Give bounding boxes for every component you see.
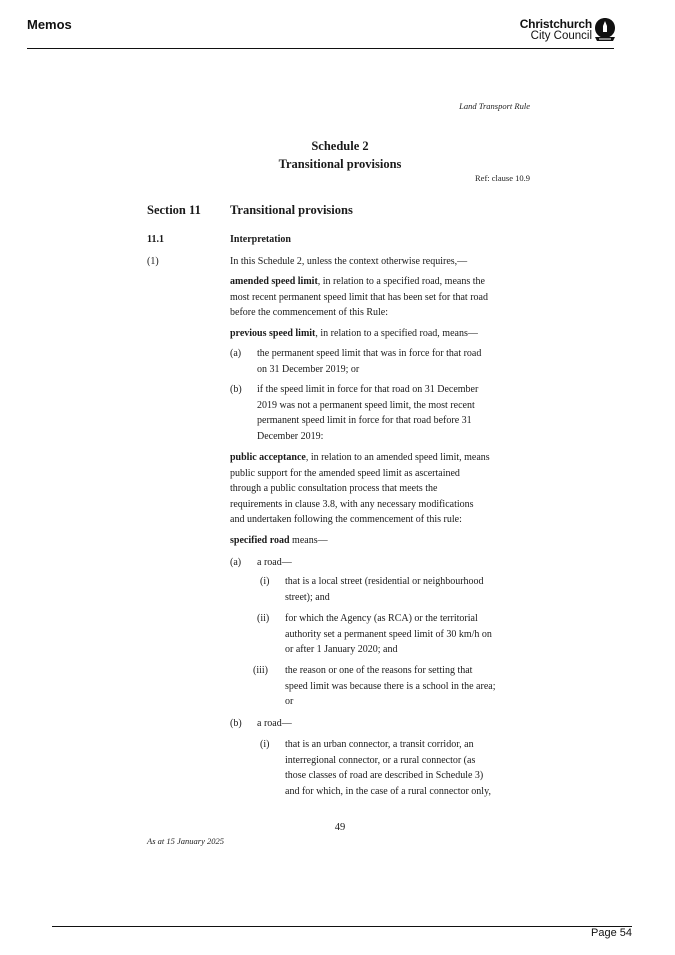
list-item-text: street); and (285, 591, 330, 603)
logo-line2: City Council (530, 30, 592, 42)
definition-public-acceptance (230, 450, 540, 528)
definition-term: public acceptance (230, 452, 306, 463)
council-logo (514, 17, 624, 47)
definition-text: through a public consultation process that meets the (230, 483, 438, 494)
clause-number: 11.1 (147, 234, 164, 245)
schedule-title-block (200, 137, 480, 173)
subitem-label: (i) (260, 576, 270, 587)
item-label: (a) (230, 348, 242, 359)
schedule-title: Schedule 2 (311, 139, 369, 153)
list-item-text: December 2019: (257, 430, 324, 442)
definition-text: public support for the amended speed limit as ascertained (230, 467, 460, 479)
definition-text: , in relation to an amended speed limit, means (305, 452, 490, 463)
definition-amended-speed-limit (230, 274, 540, 321)
list-item-text: authority set a permanent speed limit of 30 km/h on (285, 628, 492, 640)
item-label: (b) (230, 718, 242, 729)
definition-text: before the commencement of this Rule: (230, 307, 389, 318)
list-item-text: for which the Agency (as RCA) or the territorial (285, 613, 478, 624)
definition-text: , in relation to a specified road, means the (317, 276, 485, 287)
item-label: (a) (230, 557, 242, 568)
list-item-text: speed limit was because there is a school in the area; (285, 680, 496, 692)
section-label: Section 11 (147, 203, 201, 217)
section-title: Transitional provisions (230, 203, 353, 217)
list-item-text: or (285, 696, 294, 707)
as-at-date: As at 15 January 2025 (147, 836, 224, 846)
list-item-text: those classes of road are described in Schedule 3) (285, 770, 484, 781)
list-subitem (285, 737, 491, 799)
schedule-subtitle: Transitional provisions (278, 157, 402, 171)
definition-text: most recent permanent speed limit that has been set for that road (230, 291, 488, 303)
list-item-text: that is a local street (residential or neighbourhood (285, 576, 484, 587)
list-item-text: interregional connector, or a rural connector (as (285, 754, 476, 766)
definition-text: means— (289, 535, 328, 546)
list-subitem (285, 611, 492, 658)
definition-text: , in relation to a specified road, means— (315, 328, 478, 339)
list-item (257, 346, 481, 377)
footer-divider (52, 926, 632, 927)
page-label: Page 54 (591, 927, 632, 939)
running-head: Land Transport Rule (459, 101, 530, 111)
list-item-text: that is an urban connector, a transit corridor, an (285, 739, 474, 750)
memos-label: Memos (27, 17, 72, 32)
definition-previous-speed-limit (230, 326, 478, 342)
subitem-label: (ii) (257, 613, 270, 624)
item-label: (b) (230, 384, 242, 395)
definition-text: and undertaken following the commencement of this rule: (230, 514, 462, 525)
definition-term: previous speed limit (230, 328, 316, 339)
list-item-text: permanent speed limit in force for that road before 31 (257, 415, 472, 426)
intro-text: In this Schedule 2, unless the context otherwise requires,— (230, 256, 468, 267)
list-item-text: 2019 was not a permanent speed limit, the most recent (257, 399, 475, 411)
list-item: a road— (257, 718, 292, 729)
definition-term: specified road (230, 535, 290, 546)
list-item-text: the reason or one of the reasons for setting that (285, 665, 473, 676)
list-item-text: or after 1 January 2020; and (285, 644, 398, 655)
clause-reference: Ref: clause 10.9 (475, 173, 530, 183)
cathedral-icon (594, 17, 616, 43)
paragraph-label: (1) (147, 256, 159, 267)
definition-text: requirements in clause 3.8, with any necessary modifications (230, 498, 474, 510)
list-item (257, 382, 478, 444)
subitem-label: (i) (260, 739, 270, 750)
logo-line1: Christchurch (519, 17, 592, 31)
list-item-text: the permanent speed limit that was in force for that road (257, 348, 482, 359)
list-item-text: if the speed limit in force for that road on 31 December (257, 384, 479, 395)
list-item-text: and for which, in the case of a rural connector only, (285, 785, 491, 797)
list-subitem (285, 574, 484, 605)
list-item: a road— (257, 557, 292, 568)
definition-term: amended speed limit (230, 276, 318, 287)
header-divider (27, 48, 614, 49)
list-subitem (285, 663, 495, 710)
definition-specified-road (230, 533, 328, 549)
list-item-text: on 31 December 2019; or (257, 363, 360, 375)
document-page-number: 49 (334, 822, 346, 833)
subitem-label: (iii) (253, 665, 268, 676)
clause-heading: Interpretation (230, 234, 291, 245)
